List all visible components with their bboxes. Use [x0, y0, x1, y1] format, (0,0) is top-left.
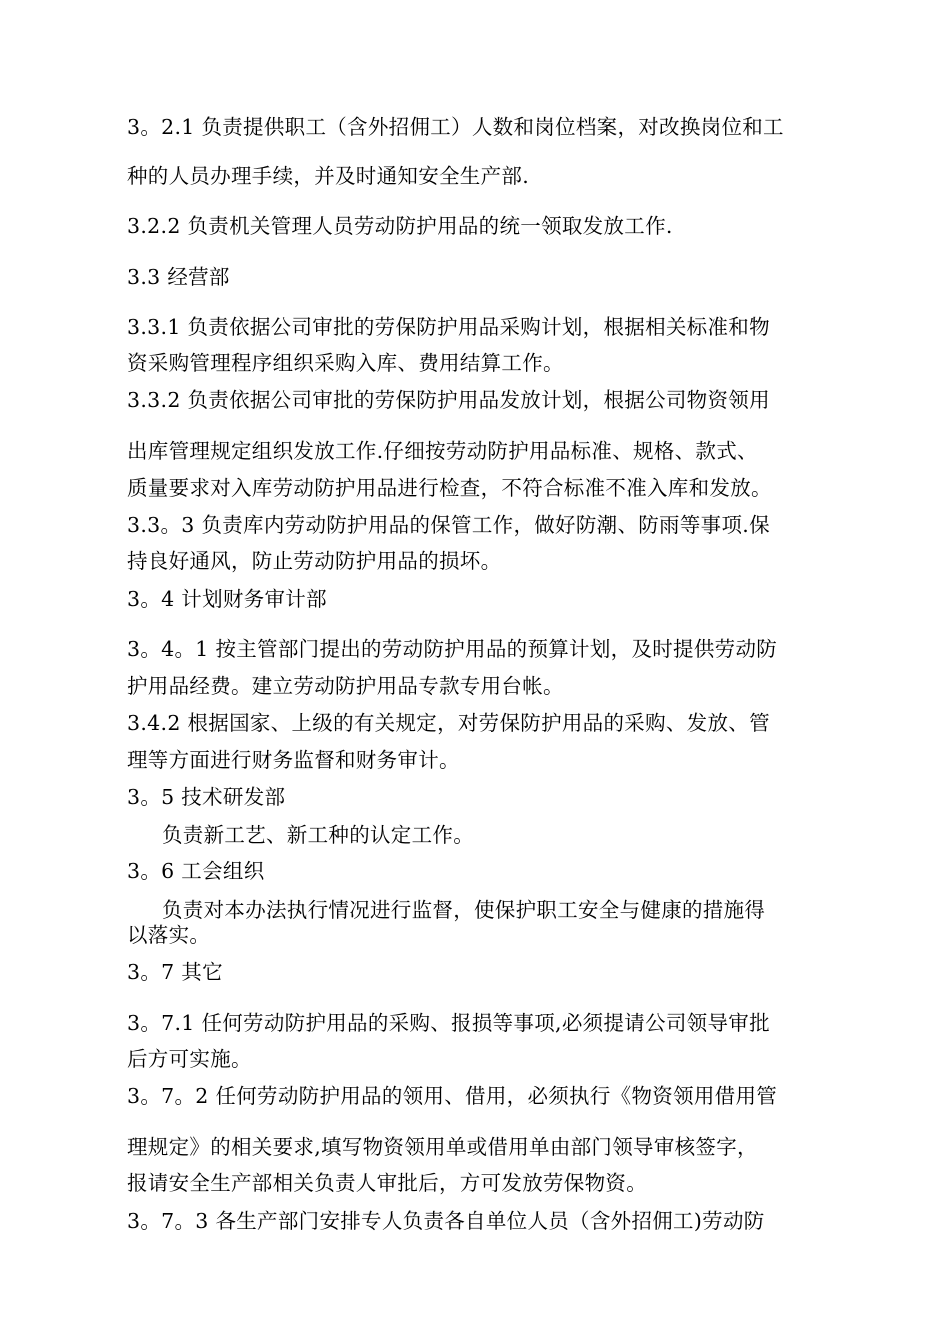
text-line: 3.3.2 负责依据公司审批的劳保防护用品发放计划，根据公司物资领用: [127, 388, 770, 412]
section-heading: 3。6 工会组织: [127, 859, 265, 883]
text-line: 理规定》的相关要求,填写物资领用单或借用单由部门领导审核签字，: [127, 1135, 758, 1159]
text-line: 种的人员办理手续，并及时通知安全生产部.: [127, 164, 530, 188]
text-line: 出库管理规定组织发放工作.仔细按劳动防护用品标准、规格、款式、: [127, 439, 758, 463]
text-line: 负责新工艺、新工种的认定工作。: [162, 823, 474, 847]
text-line: 资采购管理程序组织采购入库、费用结算工作。: [127, 351, 564, 375]
section-heading: 3。7 其它: [127, 960, 223, 984]
text-line: 质量要求对入库劳动防护用品进行检查，不符合标准不准入库和发放。: [127, 476, 772, 500]
section-heading: 3。5 技术研发部: [127, 785, 286, 809]
text-line: 持良好通风，防止劳动防护用品的损坏。: [127, 549, 502, 573]
text-line: 3.3.1 负责依据公司审批的劳保防护用品采购计划，根据相关标准和物: [127, 315, 770, 339]
text-line: 3.2.2 负责机关管理人员劳动防护用品的统一领取发放工作.: [127, 214, 673, 238]
text-line: 报请安全生产部相关负责人审批后，方可发放劳保物资。: [127, 1171, 647, 1195]
text-line: 护用品经费。建立劳动防护用品专款专用台帐。: [127, 674, 564, 698]
text-line: 3.3。3 负责库内劳动防护用品的保管工作，做好防潮、防雨等事项.保: [127, 513, 770, 537]
text-line: 理等方面进行财务监督和财务审计。: [127, 748, 460, 772]
section-heading: 3.3 经营部: [127, 265, 230, 289]
text-line: 后方可实施。: [127, 1047, 252, 1071]
text-line: 3.4.2 根据国家、上级的有关规定，对劳保防护用品的采购、发放、管: [127, 711, 770, 735]
text-line: 以落实。: [127, 923, 211, 947]
text-line: 负责对本办法执行情况进行监督，使保护职工安全与健康的措施得: [162, 898, 766, 922]
text-line: 3。4。1 按主管部门提出的劳动防护用品的预算计划，及时提供劳动防: [127, 637, 778, 661]
text-line: 3。7.1 任何劳动防护用品的采购、报损等事项,必须提请公司领导审批: [127, 1011, 770, 1035]
text-line: 3。7。2 任何劳动防护用品的领用、借用，必须执行《物资领用借用管: [127, 1084, 778, 1108]
section-heading: 3。4 计划财务审计部: [127, 587, 327, 611]
text-line: 3。7。3 各生产部门安排专人负责各自单位人员（含外招佣工)劳动防: [127, 1209, 765, 1233]
text-line: 3。2.1 负责提供职工（含外招佣工）人数和岗位档案，对改换岗位和工: [127, 115, 784, 139]
